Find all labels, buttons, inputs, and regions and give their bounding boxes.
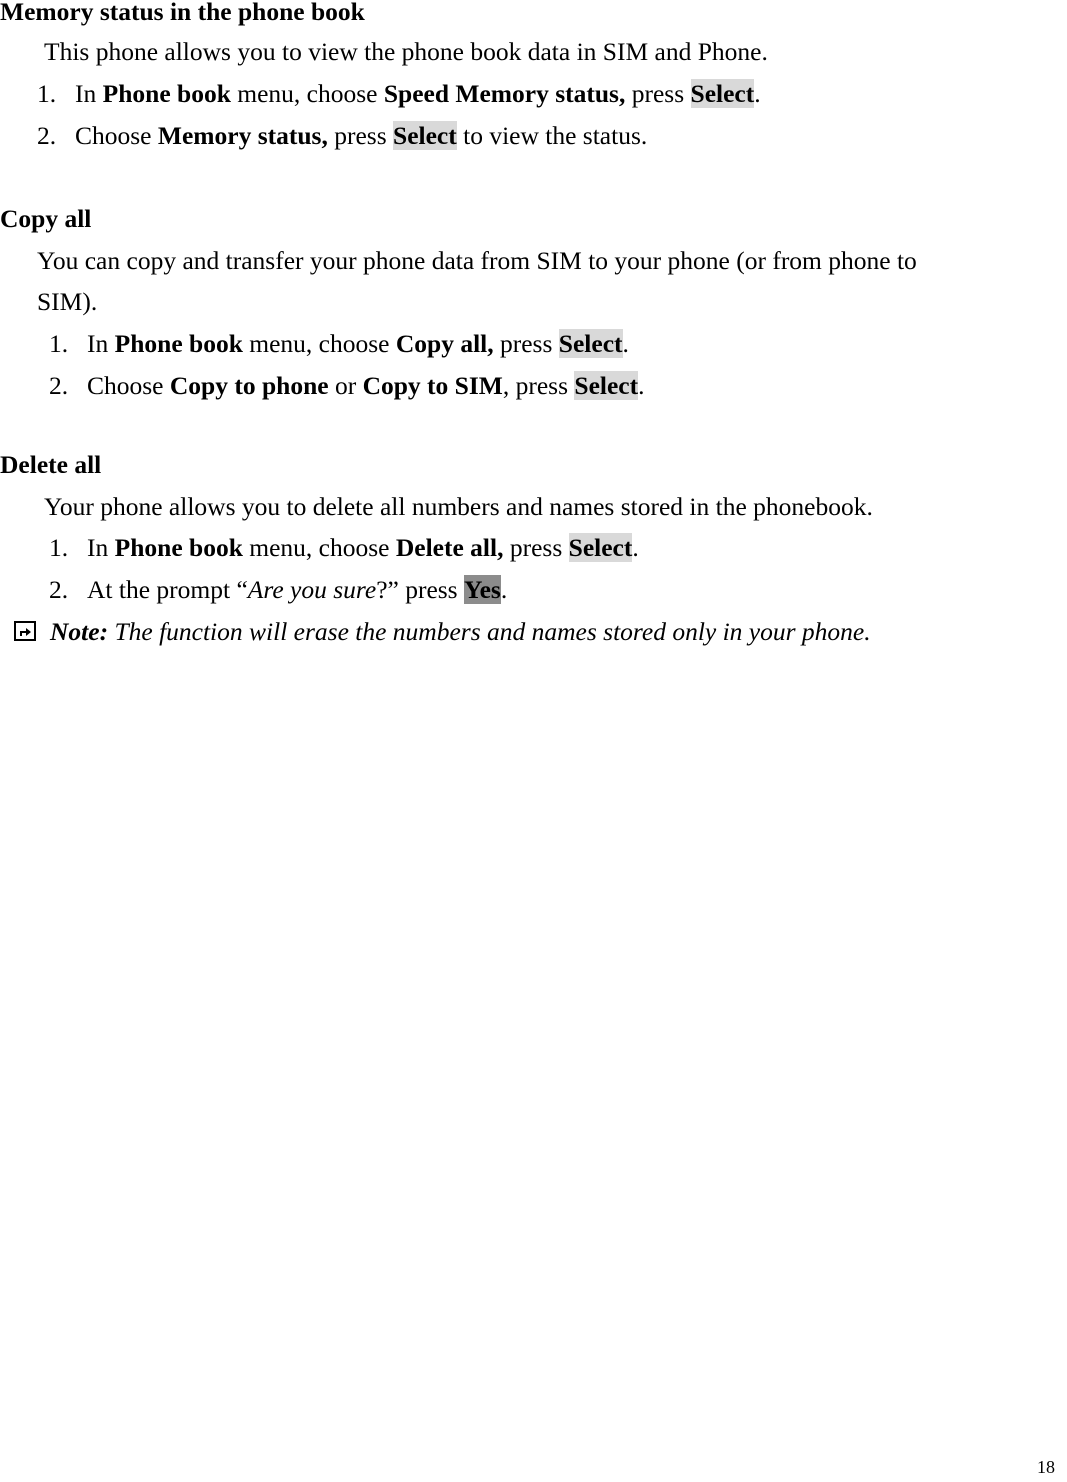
step-item: 1. In Phone book menu, choose Delete all, press Select. [49,533,639,562]
section-title-delete-all: Delete all [0,450,102,479]
select-key-label: Select [690,79,755,108]
menu-name: Phone book [114,329,243,358]
select-key-label: Select [393,121,457,150]
menu-name: Phone book [114,533,243,562]
menu-option: Delete all, [395,533,504,562]
menu-option: Copy all, [395,329,494,358]
section-intro-delete-all: Your phone allows you to delete all numbers and names stored in the phonebook. [44,492,873,521]
page-number: 18 [1037,1457,1055,1477]
step-item: 1. In Phone book menu, choose Speed Memory status, press Select. [37,79,761,108]
menu-option: Speed Memory status, [383,79,626,108]
note-text: The function will erase the numbers and names stored only in your phone. [108,617,871,646]
select-key-label: Select [568,533,633,562]
note-label: Note: [50,617,109,646]
section-intro-memory-status: This phone allows you to view the phone book data in SIM and Phone. [44,37,768,66]
prompt-text: Are you sure [247,575,377,604]
note [14,616,871,648]
yes-key-label: Yes [463,575,501,604]
section-title-memory-status: Memory status in the phone book [0,0,365,26]
select-key-label: Select [574,371,639,400]
menu-option: Memory status, [157,121,328,150]
section-title-copy-all: Copy all [0,204,92,233]
select-key-label: Select [558,329,623,358]
section-intro-copy-all: You can copy and transfer your phone data from SIM to your phone (or from phone to [37,246,917,275]
menu-option: Copy to SIM [362,371,503,400]
menu-name: Phone book [102,79,231,108]
step-item: 2. At the prompt “Are you sure?” press Yes. [49,575,508,604]
step-item: 1. In Phone book menu, choose Copy all, press Select. [49,329,629,358]
section-intro-copy-all-cont: SIM). [37,287,98,316]
note-arrow-icon [14,621,36,641]
menu-option: Copy to phone [169,371,329,400]
step-item: 2. Choose Memory status, press Select to view the status. [37,121,648,150]
step-item: 2. Choose Copy to phone or Copy to SIM, press Select. [49,371,645,400]
